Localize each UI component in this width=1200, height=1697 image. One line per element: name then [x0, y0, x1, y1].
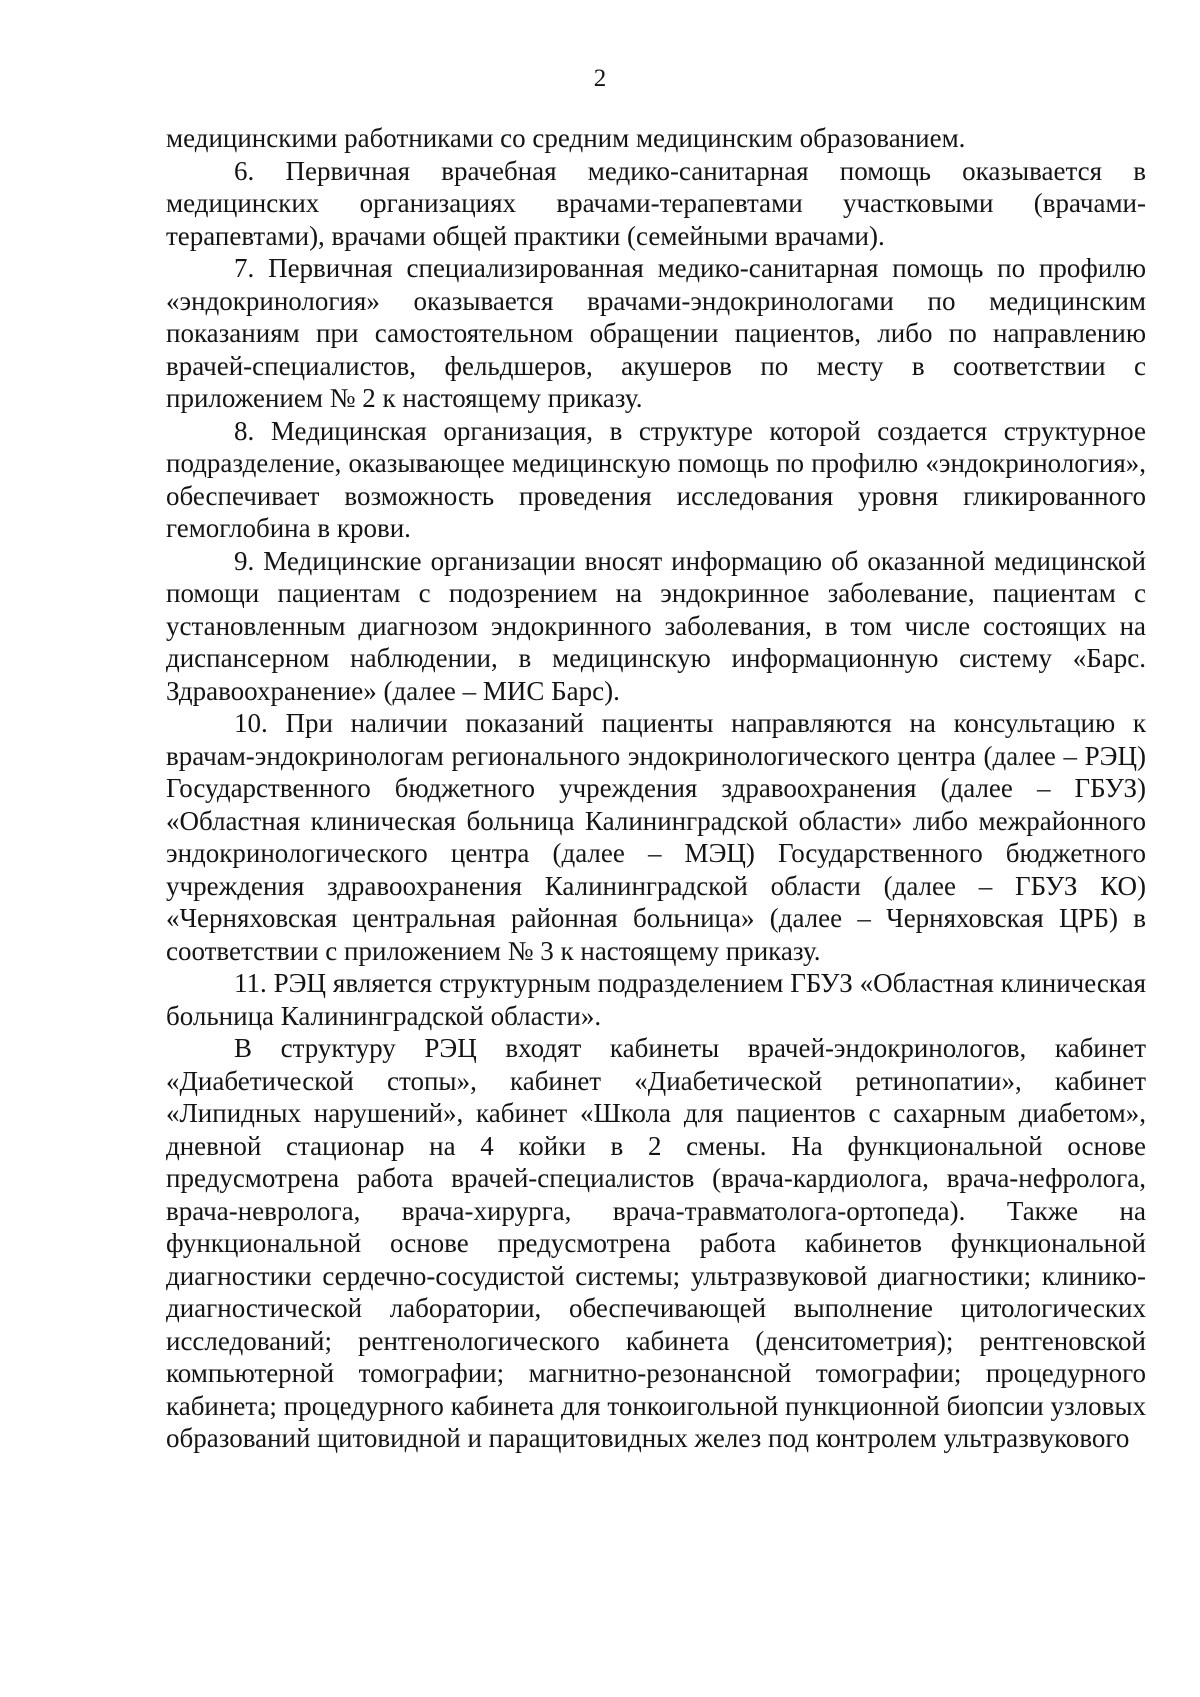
document-body: [166, 122, 1146, 1455]
paragraph-item-7: 7. Первичная специализированная медико-санитарная помощь по профилю «эндокринология» оказывается врачами-эндокринологами по медицинским показаниям при самостоятельном обращении пациентов, либо по направлению врачей-специалистов, фельдшеров, акушеров по месту в соответствии с приложением № 2 к настоящему приказу.: [166, 253, 1146, 413]
paragraph-item-9: 9. Медицинские организации вносят информацию об оказанной медицинской помощи пациентам с подозрением на эндокринное заболевание, пациентам с установленным диагнозом эндокринного заболевания, в том числе состоящих на диспансерном наблюдении, в медицинскую информационную систему «Барс. Здравоохранение» (далее – МИС Барс).: [166, 545, 1146, 706]
paragraph-item-8: 8. Медицинская организация, в структуре которой создается структурное подразделение, оказывающее медицинскую помощь по профилю «эндокринология», обеспечивает возможность проведения исследования уровня гликированного гемоглобина в крови.: [166, 415, 1146, 543]
paragraph-continuation: медицинскими работниками со средним медицинским образованием.: [166, 123, 966, 153]
paragraph-item-6: 6. Первичная врачебная медико-санитарная помощь оказывается в медицинских организациях врачами-терапевтами участковыми (врачами-терапевтами), врачами общей практики (семейными врачами).: [166, 155, 1146, 251]
page-number: 2: [593, 65, 607, 92]
paragraph-rec-structure: В структуру РЭЦ входят кабинеты врачей-эндокринологов, кабинет «Диабетической стопы», кабинет «Диабетической ретинопатии», кабинет «Липидных нарушений», кабинет «Школа для пациентов с сахарным диабетом», дневной стационар на 4 койки в 2 смены. На функциональной основе предусмотрена работа врачей-специалистов (врача-кардиолога, врача-нефролога, врача-невролога, врача-хирурга, врача-травматолога-ортопеда). Также на функциональной основе предусмотрена работа кабинетов функциональной диагностики сердечно-сосудистой системы; ультразвуковой диагностики; клинико-диагностической лаборатории, обеспечивающей выполнение цитологических исследований; рентгенологического кабинета (денситометрия); рентгеновской компьютерной томографии; магнитно-резонансной томографии; процедурного кабинета; процедурного кабинета для тонкоигольной пункционной биопсии узловых образований щитовидной и паращитовидных желез под контролем ультразвукового: [166, 1033, 1146, 1453]
paragraph-item-11: 11. РЭЦ является структурным подразделением ГБУЗ «Областная клиническая больница Калининградской области».: [166, 968, 1146, 1031]
paragraph-item-10: 10. При наличии показаний пациенты направляются на консультацию к врачам-эндокринологам регионального эндокринологического центра (далее – РЭЦ) Государственного бюджетного учреждения здравоохранения (далее – ГБУЗ) «Областная клиническая больница Калининградской области» либо межрайонного эндокринологического центра (далее – МЭЦ) Государственного бюджетного учреждения здравоохранения Калининградской области (далее – ГБУЗ КО) «Черняховская центральная районная больница» (далее – Черняховская ЦРБ) в соответствии с приложением № 3 к настоящему приказу.: [166, 708, 1146, 966]
